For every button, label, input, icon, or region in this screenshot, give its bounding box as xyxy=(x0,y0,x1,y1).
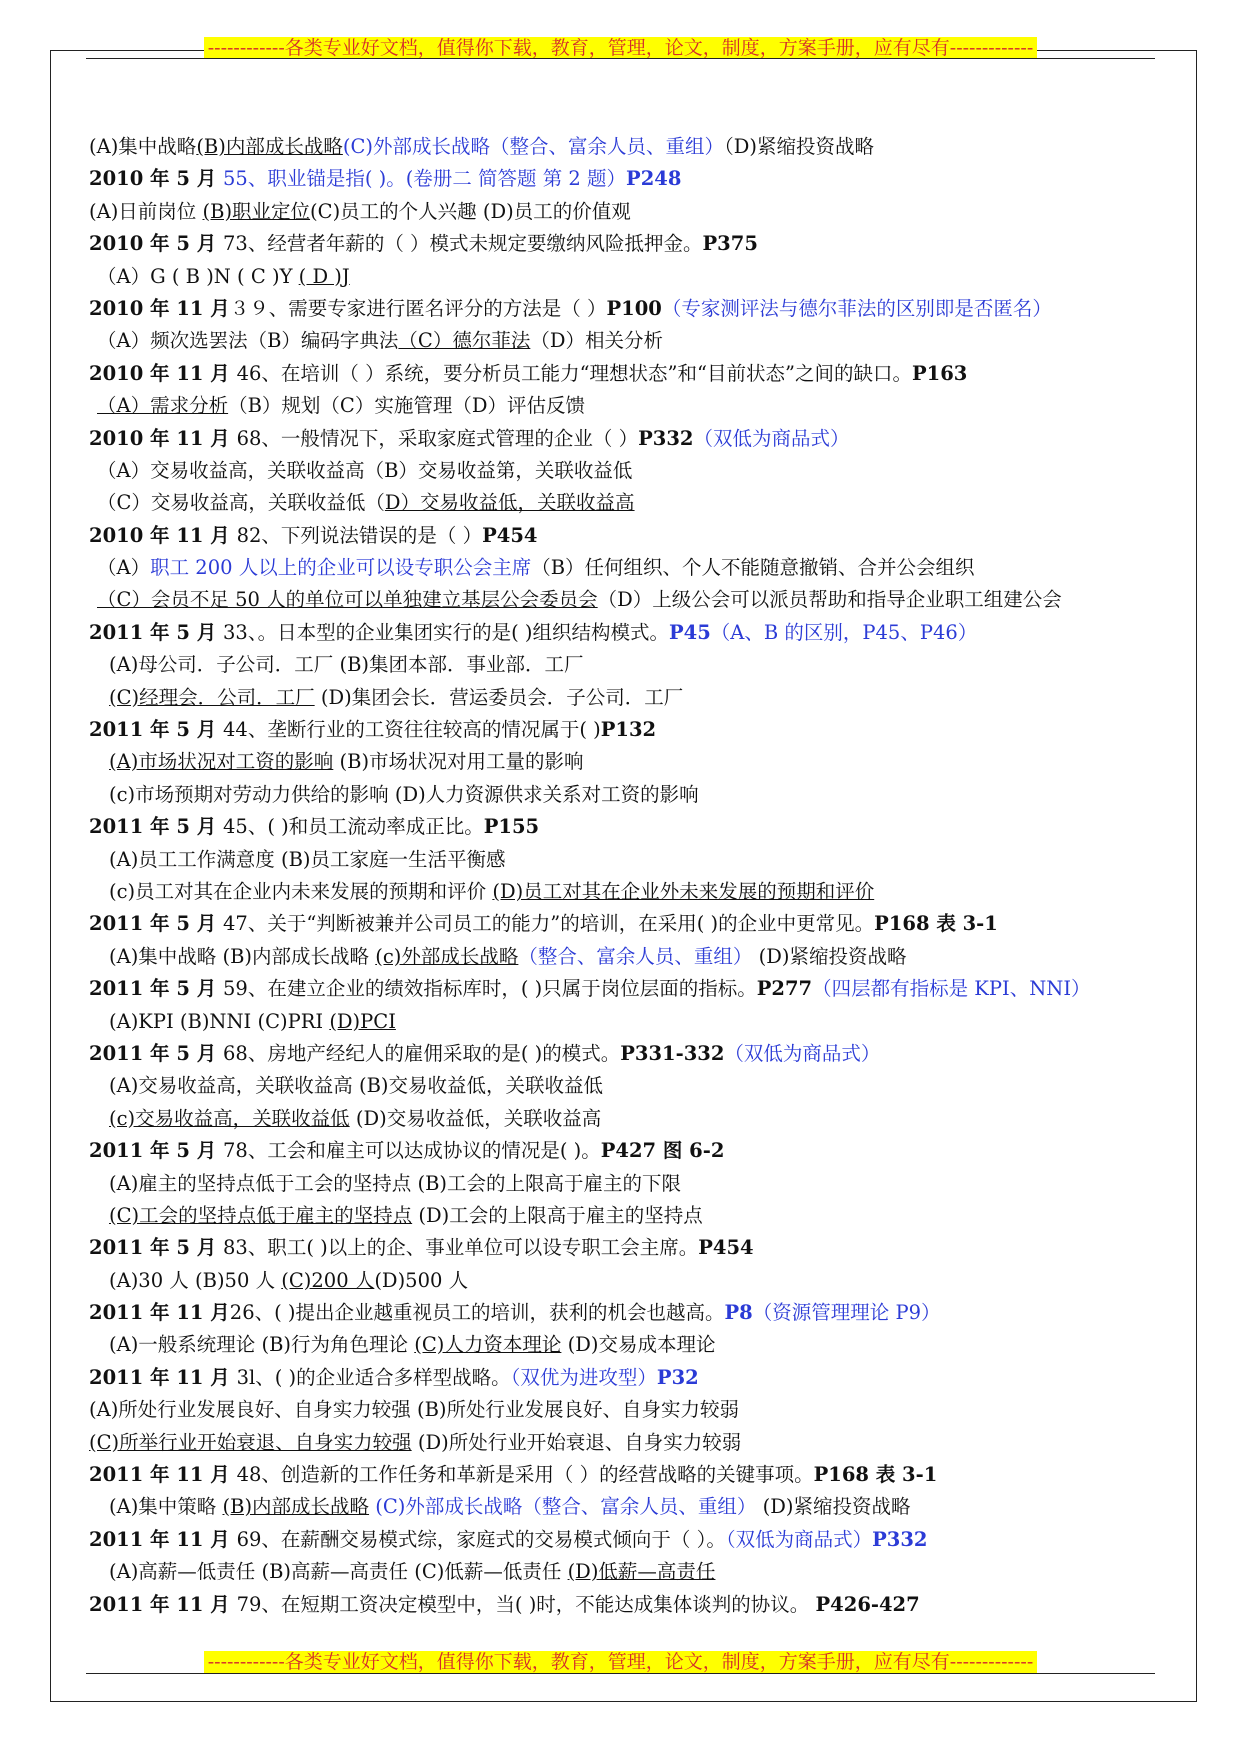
text-line xyxy=(89,876,1169,908)
text-line xyxy=(89,1362,1169,1394)
text-segment: 68、房地产经纪人的雇佣采取的是( )的模式。 xyxy=(223,1041,621,1065)
text-line xyxy=(89,1103,1169,1135)
text-segment: P155 xyxy=(483,815,540,839)
text-line xyxy=(89,908,1169,940)
text-segment: （B）规划（C）实施管理（D）评估反馈 xyxy=(228,394,585,418)
text-line xyxy=(89,293,1169,325)
text-segment: P454 xyxy=(482,523,538,547)
text-segment: 2011 年 5 月 xyxy=(89,815,223,839)
text-segment: （D）相关分析 xyxy=(530,329,663,353)
text-line xyxy=(89,649,1169,681)
text-segment: (A)日前岗位 xyxy=(89,199,203,223)
text-segment: (A)集中战略 (B)内部成长战略 xyxy=(109,944,376,968)
footer-rule xyxy=(86,1673,1155,1674)
footer-banner-text: ------------各类专业好文档，值得你下载，教育，管理，论文，制度，方案手册，应有尽有------------- xyxy=(204,1651,1038,1673)
text-line xyxy=(89,1394,1169,1426)
text-segment: (A)母公司．子公司．工厂 (B)集团本部．事业部．工厂 xyxy=(109,653,584,677)
text-segment: (B)市场状况对用工量的影响 xyxy=(333,750,584,774)
text-segment: 2010 年 5 月 xyxy=(89,167,223,191)
text-segment: (B)内部成长战略 xyxy=(222,1495,370,1519)
text-line xyxy=(89,746,1169,778)
text-line xyxy=(89,1427,1169,1459)
text-segment: 2010 年 11 月 xyxy=(89,361,237,385)
text-segment: 职工 200 人以上的企业可以设专职公会主席 xyxy=(150,556,532,580)
text-segment: (D)交易收益低，关联收益高 xyxy=(349,1106,602,1130)
text-line xyxy=(89,163,1169,195)
text-segment: (C)外部成长战略（整合、富余人员、重组） xyxy=(342,135,724,158)
text-line xyxy=(89,487,1169,519)
text-segment: （A）频次选罢法（B）编码字典法 xyxy=(97,329,399,353)
text-segment: 2011 年 5 月 xyxy=(89,1139,223,1163)
text-segment: (A)集中策略 xyxy=(109,1495,223,1519)
text-segment: (A)交易收益高，关联收益高 (B)交易收益低，关联收益低 xyxy=(109,1074,604,1098)
text-line xyxy=(89,1070,1169,1102)
text-segment: （C）会员不足 50 人的单位可以单独建立基层公会委员会 xyxy=(97,588,598,612)
text-segment: （B）任何组织、个人不能随意撤销、合并公会组织 xyxy=(531,556,975,580)
text-segment: (D)所处行业开始衰退、自身实力较弱 xyxy=(411,1430,742,1454)
text-segment: （整合、富余人员、重组） xyxy=(518,944,753,968)
text-segment: (C)经理会．公司．工厂 xyxy=(109,685,315,709)
text-segment: 82、下列说法错误的是（ ） xyxy=(236,523,483,547)
text-segment: P168 表 3-1 xyxy=(813,1463,938,1487)
text-line xyxy=(89,1200,1169,1232)
text-segment: P331-332 xyxy=(620,1041,725,1065)
text-segment: 2011 年 5 月 xyxy=(89,620,223,644)
text-segment: （双低为商品式） xyxy=(724,1041,881,1065)
text-line xyxy=(89,1297,1169,1329)
text-segment: （A）需求分析 xyxy=(97,394,229,418)
text-segment: (D)员工对其在企业外未来发展的预期和评价 xyxy=(492,879,875,903)
text-line xyxy=(89,390,1169,422)
text-segment: P8 xyxy=(724,1301,753,1325)
text-line xyxy=(89,1491,1169,1523)
text-segment: 2011 年 5 月 xyxy=(89,977,223,1001)
text-segment: 2010 年 11 月 xyxy=(89,296,230,320)
text-segment: P32 xyxy=(656,1365,699,1389)
text-line xyxy=(89,1524,1169,1556)
text-segment: (c)外部成长战略 xyxy=(375,944,519,968)
text-segment: (D)紧缩投资战略 xyxy=(752,944,907,968)
text-segment: 2011 年 11 月 xyxy=(89,1365,237,1389)
text-segment: 2011 年 5 月 xyxy=(89,1041,223,1065)
text-segment: 2011 年 5 月 xyxy=(89,912,223,936)
text-line xyxy=(89,973,1169,1005)
text-segment: (A)市场状况对工资的影响 xyxy=(109,750,334,774)
text-segment: 79、在短期工资决定模型中，当( )时，不能达成集体谈判的协议。 xyxy=(236,1592,816,1616)
text-segment: (D)PCI xyxy=(329,1009,396,1033)
text-segment: P427 图 6-2 xyxy=(600,1139,725,1163)
text-segment: 55、职业锚是指( )。(卷册二 简答题 第 2 题） xyxy=(223,167,627,191)
text-segment: （A） xyxy=(97,556,151,580)
text-line xyxy=(89,811,1169,843)
text-segment: (C)外部成长战略（整合、富余人员、重组） xyxy=(369,1495,757,1519)
header-banner-text: ------------各类专业好文档，值得你下载，教育，管理，论文，制度，方案手册，应有尽有------------- xyxy=(204,37,1038,59)
text-line xyxy=(89,617,1169,649)
text-segment: （A、B 的区别，P45、P46） xyxy=(710,620,978,644)
text-segment: （D）上级公会可以派员帮助和指导企业职工组建公会 xyxy=(597,588,1062,612)
text-line xyxy=(89,552,1169,584)
text-segment: 26、( )提出企业越重视员工的培训，获利的机会也越高。 xyxy=(229,1301,725,1325)
text-segment: (c)交易收益高，关联收益低 xyxy=(109,1106,350,1130)
text-segment: （A）G ( B )N ( C )Y xyxy=(97,264,299,288)
text-segment: ( D )J xyxy=(298,264,350,288)
text-segment: 59、在建立企业的绩效指标库时，( )只属于岗位层面的指标。 xyxy=(223,977,757,1001)
text-segment: 2011 年 5 月 xyxy=(89,1236,223,1260)
header-banner xyxy=(0,33,1241,60)
text-segment: 69、在薪酬交易模式综，家庭式的交易模式倾向于（ ）。 xyxy=(236,1527,726,1551)
text-segment: (B)内部成长战略 xyxy=(196,135,343,158)
text-segment: 78、工会和雇主可以达成协议的情况是( )。 xyxy=(223,1139,601,1163)
text-segment: (B)职业定位 xyxy=(202,199,311,223)
text-segment: (c)员工对其在企业内未来发展的预期和评价 xyxy=(109,879,493,903)
text-line xyxy=(89,228,1169,260)
text-line xyxy=(89,682,1169,714)
text-line xyxy=(89,1556,1169,1588)
text-segment: 73、经营者年薪的（ ）模式未规定要缴纳风险抵押金。 xyxy=(223,232,703,256)
text-line xyxy=(89,131,1169,163)
text-segment: D）交易收益低，关联收益高 xyxy=(384,491,635,515)
text-segment: P454 xyxy=(698,1236,754,1260)
text-line xyxy=(89,261,1169,293)
text-segment: (D)500 人 xyxy=(374,1268,469,1292)
text-line xyxy=(89,1329,1169,1361)
text-segment: (A)所处行业发展良好、自身实力较强 (B)所处行业发展良好、自身实力较弱 xyxy=(89,1398,740,1422)
text-segment: (A)集中战略 xyxy=(89,135,197,158)
text-segment: (C)200 人 xyxy=(281,1268,375,1292)
text-segment: 33、。日本型的企业集团实行的是( )组织结构模式。 xyxy=(223,620,669,644)
text-line xyxy=(89,1038,1169,1070)
text-segment: (c)市场预期对劳动力供给的影响 (D)人力资源供求关系对工资的影响 xyxy=(109,782,699,806)
text-line xyxy=(89,520,1169,552)
text-line xyxy=(89,779,1169,811)
text-segment: P132 xyxy=(600,718,657,742)
text-segment: （专家测评法与德尔菲法的区别即是否匿名） xyxy=(661,296,1052,320)
text-segment: （资源管理理论 P9） xyxy=(752,1301,941,1325)
text-segment: 2010 年 5 月 xyxy=(89,232,223,256)
text-line xyxy=(89,584,1169,616)
text-segment: (A)员工工作满意度 (B)员工家庭一生活平衡感 xyxy=(109,847,506,871)
text-segment: (A)一般系统理论 (B)行为角色理论 xyxy=(109,1333,415,1357)
text-segment: P332 xyxy=(638,426,694,450)
text-segment: 2011 年 11 月 xyxy=(89,1301,230,1325)
text-segment: （A）交易收益高，关联收益高（B）交易收益第，关联收益低 xyxy=(97,458,633,482)
text-segment: P277 xyxy=(756,977,813,1001)
text-segment: 46、在培训（ ）系统，要分析员工能力“理想状态”和“目前状态”之间的缺口。 xyxy=(236,361,912,385)
text-line xyxy=(89,455,1169,487)
text-line xyxy=(89,325,1169,357)
document-body xyxy=(89,131,1169,1621)
text-line xyxy=(89,1168,1169,1200)
text-segment: 2010 年 11 月 xyxy=(89,523,237,547)
text-segment: P426-427 xyxy=(815,1592,920,1616)
text-segment: P45 xyxy=(668,620,711,644)
text-line xyxy=(89,844,1169,876)
text-segment: (D)工会的上限高于雇主的坚持点 xyxy=(412,1203,703,1227)
text-segment: (C)所举行业开始衰退、自身实力较强 xyxy=(89,1430,412,1454)
text-segment: 44、垄断行业的工资往往较高的情况属于( ) xyxy=(223,718,601,742)
text-segment: 2011 年 5 月 xyxy=(89,718,223,742)
text-segment: (D)低薪—高责任 xyxy=(567,1560,716,1584)
text-segment: 2011 年 11 月 xyxy=(89,1463,237,1487)
text-segment: 68、一般情况下，采取家庭式管理的企业（ ） xyxy=(236,426,639,450)
text-segment: P332 xyxy=(872,1527,928,1551)
text-line xyxy=(89,714,1169,746)
text-line xyxy=(89,1135,1169,1167)
text-segment: （双低为商品式） xyxy=(693,426,850,450)
text-segment: (C)员工的个人兴趣 (D)员工的价值观 xyxy=(310,199,631,223)
header-rule xyxy=(86,58,1155,59)
footer-banner xyxy=(0,1647,1241,1674)
text-segment: 2011 年 11 月 xyxy=(89,1592,237,1616)
text-line xyxy=(89,1589,1169,1621)
text-segment: 83、职工( )以上的企、事业单位可以设专职工会主席。 xyxy=(223,1236,699,1260)
text-segment: (D)紧缩投资战略 xyxy=(756,1495,911,1519)
text-segment: 45、( )和员工流动率成正比。 xyxy=(223,815,484,839)
text-segment: （C）德尔菲法 xyxy=(398,329,531,353)
text-line xyxy=(89,1459,1169,1491)
text-segment: (A)雇主的坚持点低于工会的坚持点 (B)工会的上限高于雇主的下限 xyxy=(109,1171,682,1195)
text-segment: ３９、需要专家进行匿名评分的方法是（ ） xyxy=(229,296,607,320)
text-segment: (A)KPI (B)NNI (C)PRI xyxy=(109,1009,330,1033)
text-segment: （四层都有指标是 KPI、NNI） xyxy=(812,977,1091,1001)
text-line xyxy=(89,196,1169,228)
text-segment: （C）交易收益高，关联收益低（ xyxy=(97,491,385,515)
text-segment: （双优为进攻型） xyxy=(510,1365,657,1389)
text-segment: 2011 年 11 月 xyxy=(89,1527,237,1551)
text-line xyxy=(89,941,1169,973)
text-line xyxy=(89,358,1169,390)
text-segment: P375 xyxy=(702,232,758,256)
text-segment: P248 xyxy=(626,167,682,191)
text-segment: (D)交易成本理论 xyxy=(561,1333,716,1357)
text-segment: 48、创造新的工作任务和革新是采用（ ）的经营战略的关键事项。 xyxy=(236,1463,814,1487)
text-line xyxy=(89,1232,1169,1264)
text-segment: (A)高薪—低责任 (B)高薪—高责任 (C)低薪—低责任 xyxy=(109,1560,568,1584)
text-line xyxy=(89,1265,1169,1297)
text-segment: （双低为商品式） xyxy=(725,1527,873,1551)
text-segment: 47、关于“判断被兼并公司员工的能力”的培训，在采用( )的企业中更常见。 xyxy=(223,912,875,936)
text-segment: (A)30 人 (B)50 人 xyxy=(109,1268,282,1292)
text-segment: P100 xyxy=(606,296,662,320)
text-line xyxy=(89,423,1169,455)
text-segment: （D)紧缩投资战略 xyxy=(724,135,874,158)
text-segment: (C)人力资本理论 xyxy=(414,1333,562,1357)
text-segment: 3l、( )的企业适合多样型战略。 xyxy=(236,1365,511,1389)
text-segment: P168 表 3-1 xyxy=(874,912,998,936)
text-segment: P163 xyxy=(911,361,968,385)
text-segment: (C)工会的坚持点低于雇主的坚持点 xyxy=(109,1203,413,1227)
text-segment: 2010 年 11 月 xyxy=(89,426,237,450)
text-segment: (D)集团会长．营运委员会．子公司．工厂 xyxy=(314,685,684,709)
text-line xyxy=(89,1006,1169,1038)
